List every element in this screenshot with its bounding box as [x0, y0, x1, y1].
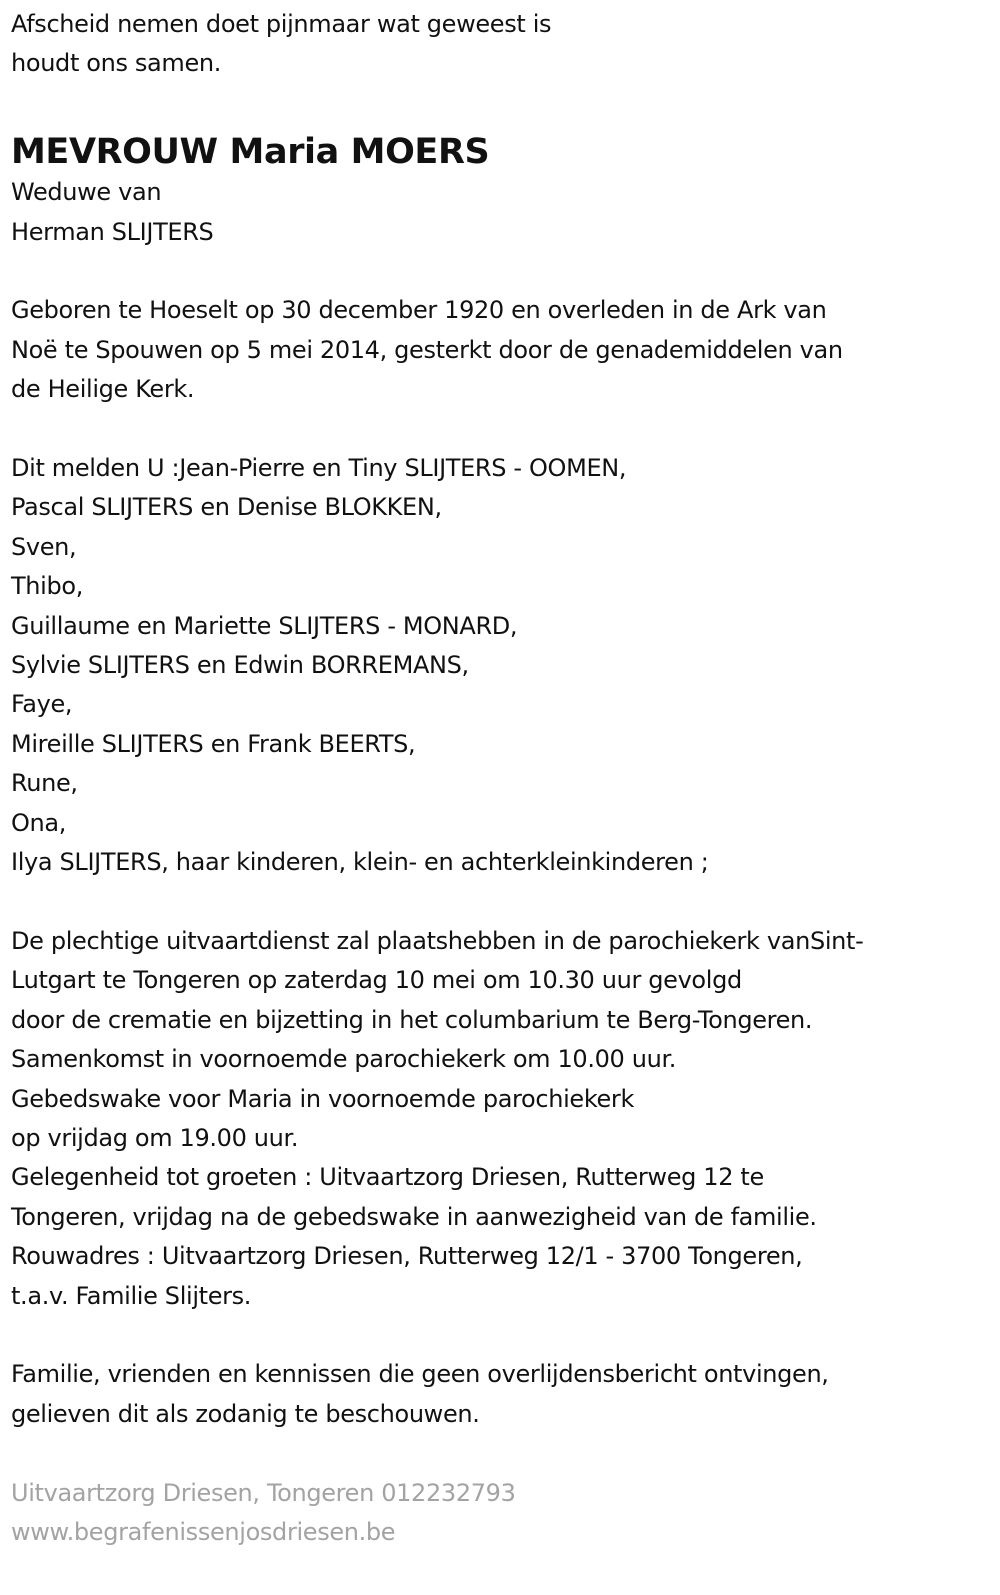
birth-death-paragraph	[11, 291, 1000, 409]
paragraph-line: Geboren te Hoeselt op 30 december 1920 en overleden in de Ark van	[11, 296, 827, 325]
family-member: Faye,	[11, 690, 73, 719]
funeral-details	[11, 922, 1000, 1316]
family-member: Mireille SLIJTERS en Frank BEERTS,	[11, 729, 416, 758]
funeral-line: op vrijdag om 19.00 uur.	[11, 1123, 299, 1152]
funeral-line: Samenkomst in voornoemde parochiekerk om 10.00 uur.	[11, 1045, 677, 1074]
undertaker-contact: Uitvaartzorg Driesen, Tongeren 012232793	[11, 1478, 516, 1507]
undertaker-website-link[interactable]: www.begrafenissenjosdriesen.be	[11, 1517, 396, 1546]
family-member: Ona,	[11, 808, 67, 837]
funeral-line: Gebedswake voor Maria in voornoemde parochiekerk	[11, 1084, 634, 1113]
spacer	[11, 1316, 1000, 1355]
motto	[11, 5, 1000, 84]
family-member: Pascal SLIJTERS en Denise BLOKKEN,	[11, 493, 442, 522]
family-member: Thibo,	[11, 572, 83, 601]
spacer	[11, 84, 1000, 123]
footer	[11, 1474, 1000, 1553]
funeral-line: Lutgart te Tongeren op zaterdag 10 mei om 10.30 uur gevolgd	[11, 966, 742, 995]
funeral-line: De plechtige uitvaartdienst zal plaatshebben in de parochiekerk vanSint-	[11, 926, 864, 955]
obituary-notice	[0, 5, 1000, 1552]
motto-line: houdt ons samen.	[11, 49, 222, 78]
deceased-name-title: MEVROUW Maria MOERS	[11, 132, 490, 173]
spacer	[11, 252, 1000, 291]
funeral-line: t.a.v. Familie Slijters.	[11, 1281, 252, 1310]
motto-line: Afscheid nemen doet pijnmaar wat geweest is	[11, 10, 552, 38]
funeral-line: Gelegenheid tot groeten : Uitvaartzorg Driesen, Rutterweg 12 te	[11, 1163, 764, 1192]
family-member: Sylvie SLIJTERS en Edwin BORREMANS,	[11, 651, 469, 680]
spacer	[11, 1434, 1000, 1473]
family-member: Rune,	[11, 769, 78, 798]
paragraph-line: de Heilige Kerk.	[11, 375, 195, 404]
funeral-line: Tongeren, vrijdag na de gebedswake in aanwezigheid van de familie.	[11, 1202, 817, 1231]
family-member: Ilya SLIJTERS, haar kinderen, klein- en achterkleinkinderen ;	[11, 848, 709, 877]
spouse-name: Herman SLIJTERS	[11, 217, 214, 246]
closing-note	[11, 1355, 1000, 1434]
closing-line: gelieven dit als zodanig te beschouwen.	[11, 1399, 480, 1428]
funeral-line: Rouwadres : Uitvaartzorg Driesen, Rutterweg 12/1 - 3700 Tongeren,	[11, 1242, 803, 1271]
deceased-header	[11, 129, 1000, 252]
closing-line: Familie, vrienden en kennissen die geen overlijdensbericht ontvingen,	[11, 1360, 829, 1389]
paragraph-line: Noë te Spouwen op 5 mei 2014, gesterkt door de genademiddelen van	[11, 335, 843, 364]
spacer	[11, 882, 1000, 921]
family-member: Sven,	[11, 532, 77, 561]
widow-of-label: Weduwe van	[11, 178, 162, 207]
funeral-line: door de crematie en bijzetting in het columbarium te Berg-Tongeren.	[11, 1005, 813, 1034]
family-member: Dit melden U :Jean-Pierre en Tiny SLIJTERS - OOMEN,	[11, 454, 627, 483]
family-member: Guillaume en Mariette SLIJTERS - MONARD,	[11, 611, 518, 640]
family-list	[11, 449, 1000, 882]
spacer	[11, 410, 1000, 449]
